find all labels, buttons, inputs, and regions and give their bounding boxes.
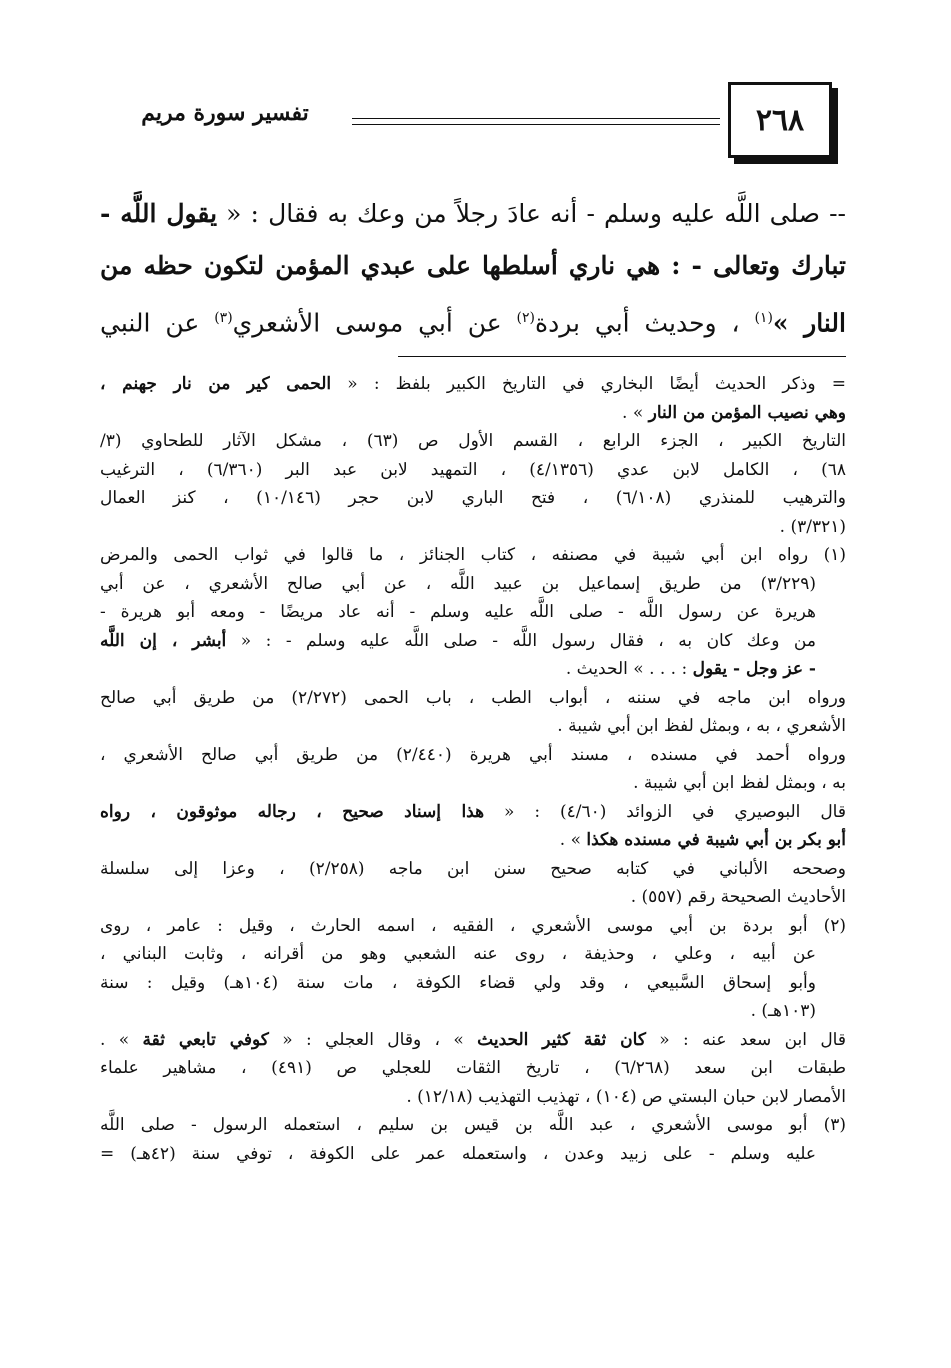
footnote-1-line (100, 655, 846, 684)
footnote-line (100, 399, 846, 428)
footnote-text: » . (559, 830, 587, 850)
footnotes (100, 370, 846, 1168)
footnote-2-line: الأمصار لابن حبان البستي ص (١٠٤) ، تهذيب التهذيب (١٢/١٨) . (406, 1086, 846, 1107)
footnote-1-line: هريرة عن رسول اللَّه - صلى اللَّه عليه وسلم - أنه عاد مريضًا - ومعه أبو هريرة - (100, 602, 816, 622)
main-line-1 (100, 188, 846, 240)
footnote-2-line (100, 1026, 846, 1055)
footnote-1-line (100, 798, 846, 827)
footnote-text: » . (100, 1029, 143, 1050)
footnote-line: التاريخ الكبير ، الجزء الرابع ، القسم الأول ص (٦٣) ، مشكل الآثار للطحاوي (٣/ (100, 431, 846, 451)
footnote-quote: أبشر ، إن اللَّه (100, 630, 227, 651)
footnote-quote: - عز وجل - يقول (692, 659, 816, 679)
footnote-2-line: وأبو إسحاق السَّبيعي ، وقد ولي قضاء الكوفة ، مات سنة (١٠٤هـ) وقيل : سنة (100, 972, 816, 993)
footnote-3-line: عليه وسلم - على زبيد وعدن ، واستعمله عمر على الكوفة ، توفي سنة (٤٢هـ) = (100, 1143, 817, 1164)
footnote-quote: الحمى كير من نار جهنم ، (100, 374, 332, 394)
footnote-2-line: طبقات ابن سعد (٦/٢٦٨) ، تاريخ الثقات للعجلي ص (٤٩١) ، مشاهير علماء (100, 1058, 846, 1078)
footnote-1-line: (٣/٢٢٩) من طريق إسماعيل بن عبيد اللَّه ، عن أبي صالح الأشعري ، عن أبي (100, 573, 816, 594)
main-line-3-text-c: عن النبي (100, 308, 215, 338)
running-title: تفسير سورة مريم (141, 100, 309, 126)
footnote-line (100, 370, 846, 399)
main-line-3-quote: النار » (772, 308, 846, 338)
footnote-1-line: ورواه أحمد في مسنده ، مسند أبي هريرة (٢/٤٤٠) من طريق أبي صالح الأشعري ، (100, 744, 846, 765)
footnote-text: : . . . » الحديث . (565, 659, 693, 679)
footnote-1-line: (١) رواه ابن أبي شيبة في مصنفه ، كتاب الجنائز ، ما قالوا في ثواب الحمى والمرض (100, 545, 846, 565)
page-number-box (728, 82, 832, 158)
footnote-text: قال ابن سعد عنه : « (645, 1029, 846, 1050)
footnote-line: والترهيب للمنذري (٦/١٠٨) ، فتح الباري لابن حجر (١٠/١٤٦) ، كنز العمال (100, 488, 846, 508)
footnote-1-line: الأحاديث الصحيحة رقم (٥٥٧) . (630, 887, 846, 907)
footnote-2-line: عن أبيه ، وعلي ، وحذيفة ، روى عنه الشعبي وهو من أقرانه ، وثابت البناني ، (100, 944, 816, 964)
footnote-ref-1: (١) (754, 310, 773, 326)
main-line-3-text: ، وحديث أبي بردة (535, 308, 755, 338)
footnote-separator (398, 356, 846, 357)
main-line-3-text-b: عن أبي موسى الأشعري (232, 308, 517, 338)
footnote-1-line: ورواه ابن ماجه في سننه ، أبواب الطب ، باب الحمى (٢/٢٧٢) من طريق أبي صالح (100, 687, 846, 708)
footnote-quote: هذا إسناد صحيح ، رجاله موثوقون ، رواه (100, 801, 485, 822)
footnote-1-line: به ، وبمثل لفظ ابن أبي شيبة . (633, 773, 846, 793)
footnote-quote: كان ثقة كثير الحديث (477, 1029, 646, 1050)
main-text (100, 188, 846, 349)
footnote-ref-3: (٣) (214, 310, 233, 326)
footnote-3-line: (٣) أبو موسى الأشعري ، عبد اللَّه بن قيس بن سليم ، استعمله الرسول - صلى اللَّه (100, 1115, 846, 1135)
main-line-2-quote: تبارك وتعالى - : هي ناري أسلطها على عبدي المؤمن لتكون حظه من (100, 251, 846, 280)
footnote-text: قال البوصيري في الزوائد (٤/٦٠) : « (484, 801, 846, 822)
footnote-text: من وعك كان به ، فقال رسول اللَّه - صلى اللَّه عليه وسلم - : « (226, 630, 816, 651)
footnote-line: (٣/٣٢١) . (779, 516, 846, 537)
header-rule (352, 118, 720, 125)
page-number: ٢٦٨ (755, 102, 805, 138)
footnote-1-line: وصححه الألباني في كتابه صحيح سنن ابن ماجه (٢/٢٥٨) ، وعزا إلى سلسلة (100, 858, 846, 879)
footnote-2-line: (٢) أبو بردة بن أبي موسى الأشعري ، الفقيه ، اسمه الحارث ، وقيل : عامر ، روى (100, 915, 846, 936)
footnote-1-line (100, 627, 846, 656)
main-line-1-text: -- صلى اللَّه عليه وسلم - أنه عادَ رجلاً من وعك به فقال : « (217, 199, 846, 228)
footnote-text: » . (622, 402, 649, 423)
main-line-3 (100, 292, 846, 349)
main-line-1-quote: يقول اللَّه - (100, 199, 218, 228)
footnote-2-line: (١٠٣هـ) . (750, 1001, 816, 1021)
footnote-ref-2: (٢) (516, 310, 535, 326)
footnote-1-line (100, 826, 846, 855)
footnote-line: ٦٨) ، الكامل لابن عدي (٤/١٣٥٦) ، التمهيد لابن عبد البر (٦/٣٦٠) ، الترغيب (100, 459, 846, 480)
footnote-1-line: الأشعري ، به ، وبمثل لفظ ابن أبي شيبة . (557, 716, 846, 736)
footnote-text: » ، وقال العجلي : « (268, 1029, 478, 1050)
footnote-quote: وهي نصيب المؤمن من النار (648, 402, 846, 423)
footnote-quote: كوفي تابعي ثقة (142, 1029, 269, 1050)
footnote-quote: أبو بكر بن أبي شيبة في مسنده هكذا (586, 830, 846, 850)
footnote-text: = وذكر الحديث أيضًا البخاري في التاريخ الكبير بلفظ : « (331, 374, 846, 394)
main-line-2 (100, 240, 846, 292)
